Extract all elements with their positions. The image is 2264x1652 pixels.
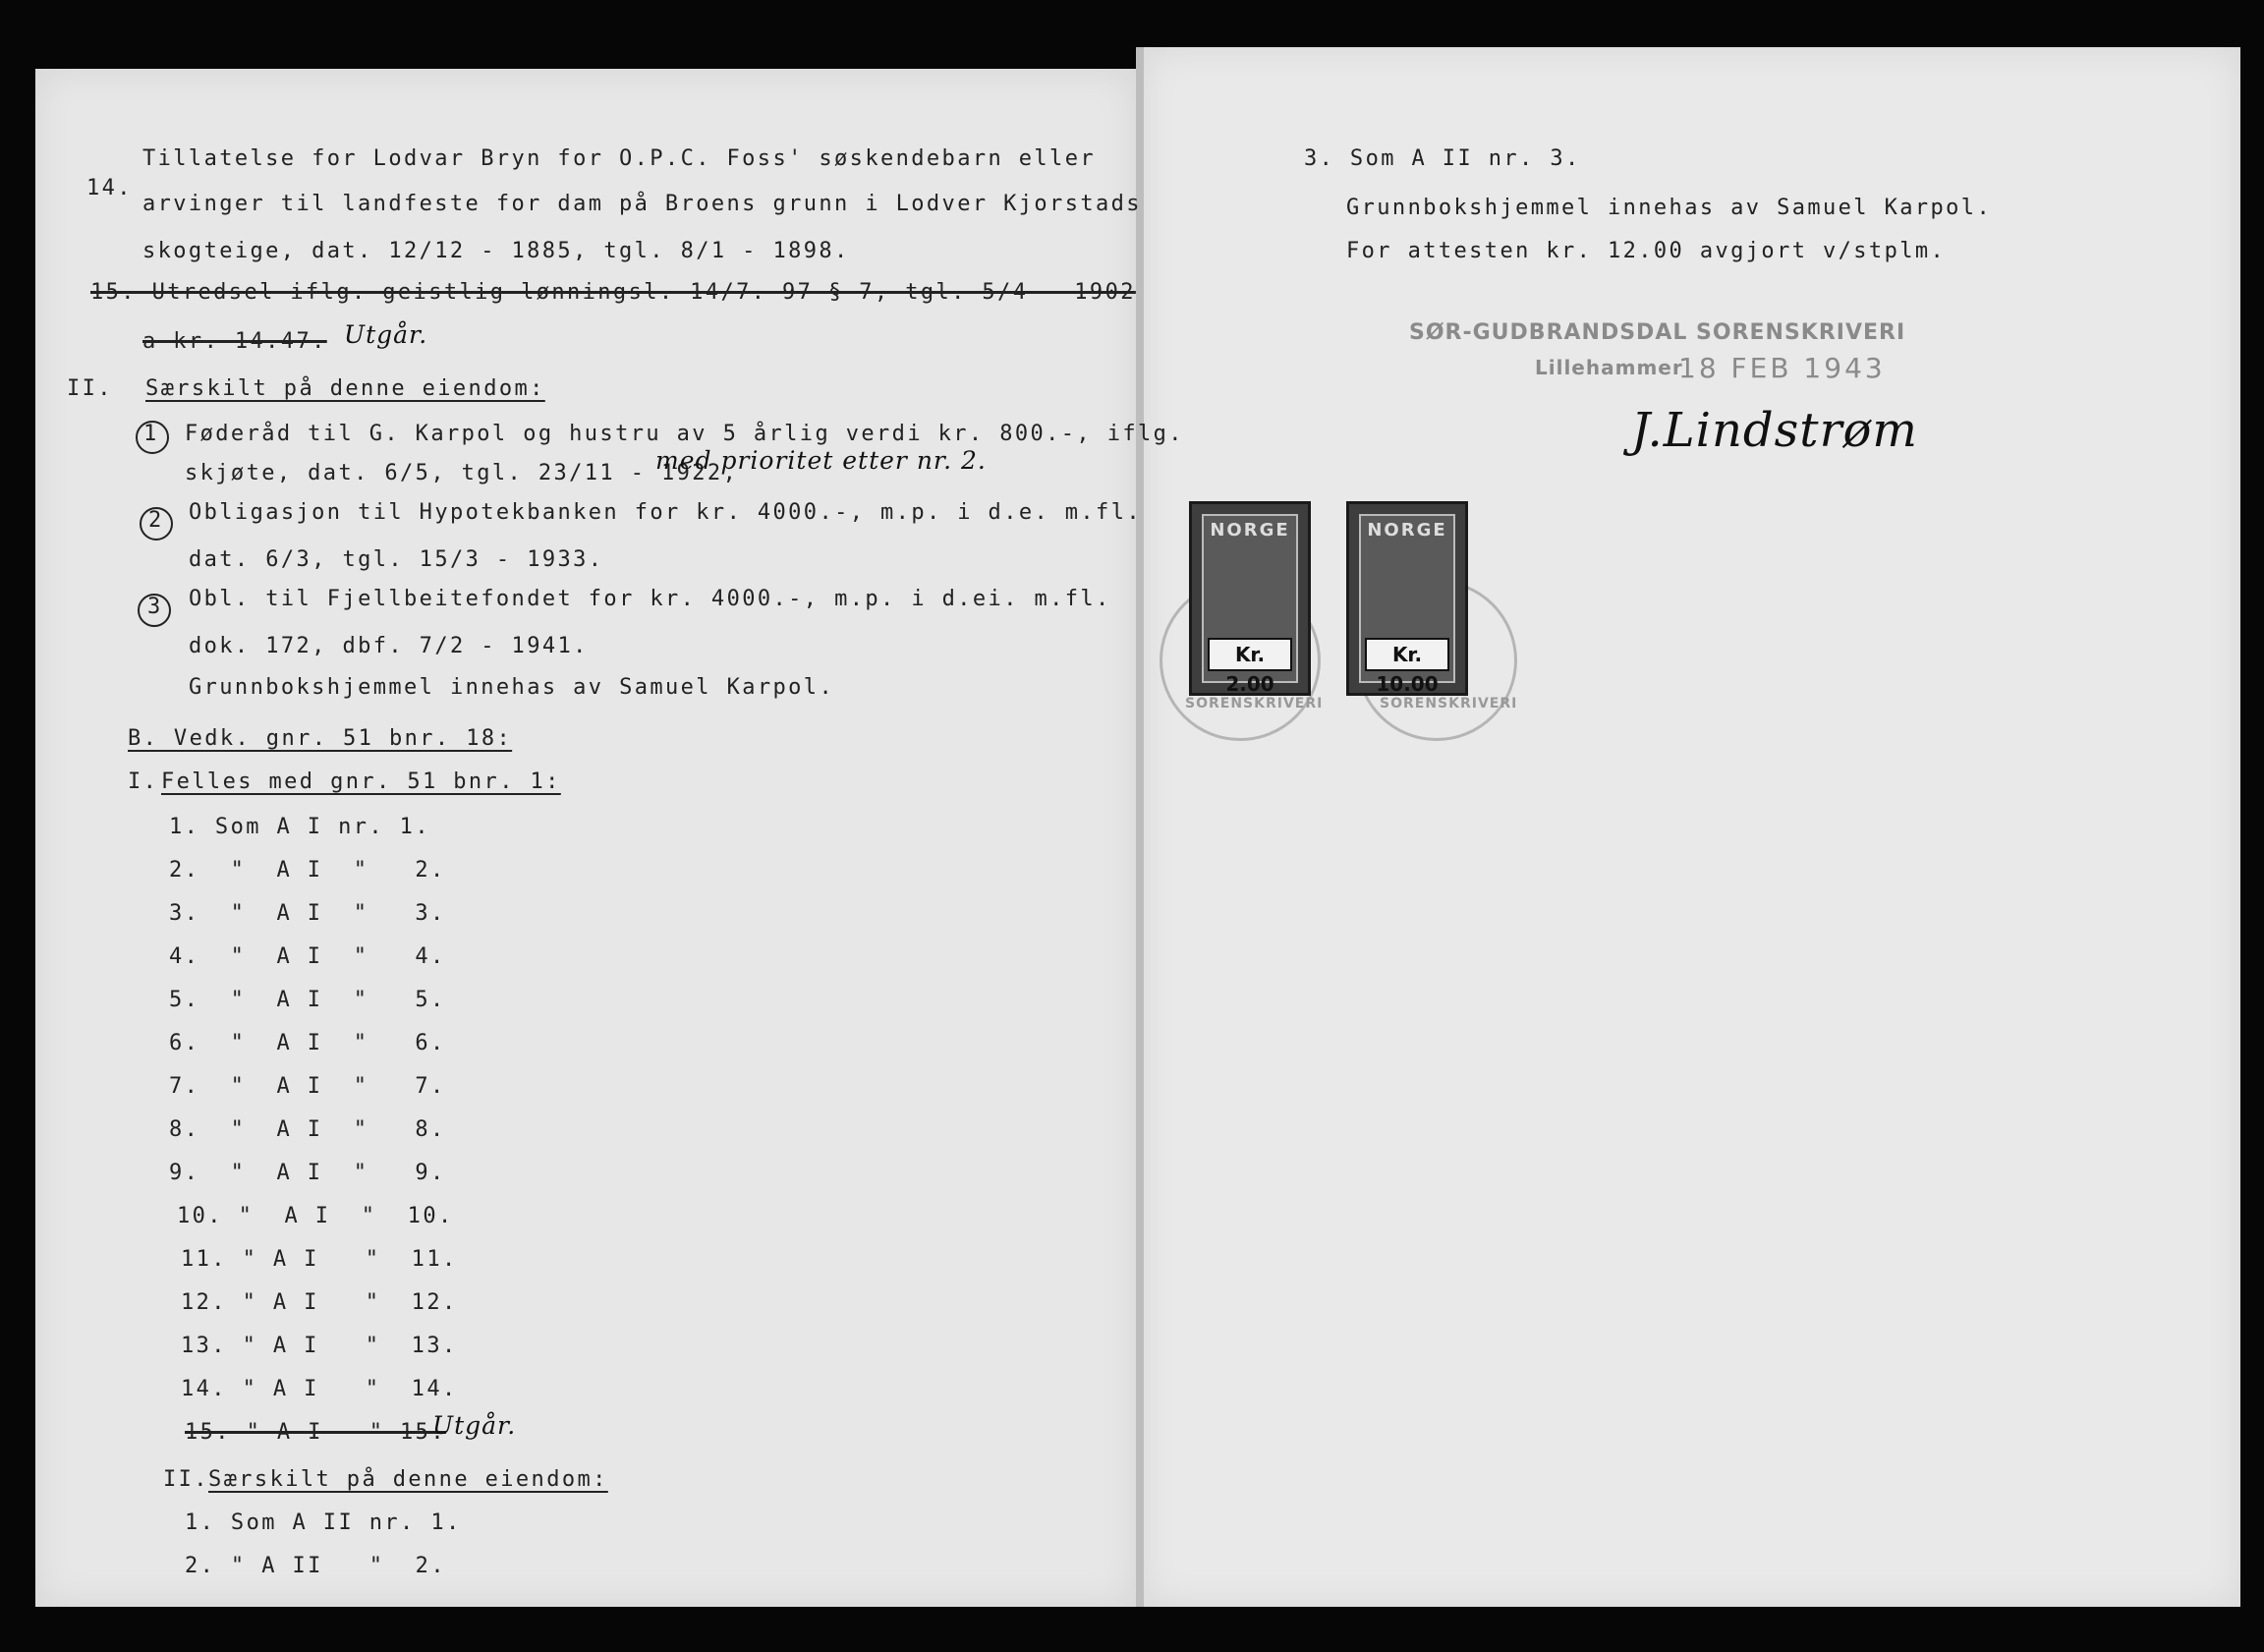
section-i-prefix: I. (128, 769, 159, 794)
entry-15-struck: 15. Utredsel iflg. geistlig lønningsl. 14/7. 97 § 7, tgl. 5/4 - 1902 (90, 280, 1136, 305)
revenue-stamp-10kr (1346, 501, 1468, 696)
item-3-line-1: Obl. til Fjellbeitefondet for kr. 4000.-, m.p. i d.ei. m.fl. (189, 587, 1111, 611)
list-row-1: 1. Som A I nr. 1. (169, 815, 430, 839)
entry-14-line-2: arvinger til landfeste for dam på Broens grunn i Lodver Kjorstads (142, 192, 1142, 216)
list-row-14: 14. " A I " 14. (181, 1377, 458, 1401)
section-ii2-prefix: II. (163, 1467, 209, 1492)
list-row-4: 4. " A I " 4. (169, 944, 446, 969)
item-1-line-1: Føderåd til G. Karpol og hustru av 5 årlig verdi kr. 800.-, iflg. (185, 422, 1184, 446)
stamp-1-value: Kr. 2.00 (1208, 638, 1292, 671)
ii2-row-2: 2. " A II " 2. (185, 1554, 446, 1578)
stamp-2-country: NORGE (1367, 520, 1447, 541)
postmark-2-text: SORENSKRIVERI (1380, 696, 1518, 712)
item-3-line-2: dok. 172, dbf. 7/2 - 1941. (189, 634, 589, 658)
entry-14-line-3: skogteige, dat. 12/12 - 1885, tgl. 8/1 - 1898. (142, 239, 850, 263)
right-page (1142, 47, 2240, 1607)
section-b-heading: B. Vedk. gnr. 51 bnr. 18: (128, 726, 513, 751)
office-stamp-name: SØR-GUDBRANDSDAL SORENSKRIVERI (1409, 320, 1906, 345)
list-row-13: 13. " A I " 13. (181, 1334, 458, 1358)
right-line-1: 3. Som A II nr. 3. (1304, 146, 1581, 171)
item-1-line-2: skjøte, dat. 6/5, tgl. 23/11 - 1922, (185, 461, 739, 485)
page-fold (1136, 47, 1144, 1607)
office-stamp-date: 18 FEB 1943 (1678, 352, 1886, 384)
handwritten-utgar-2: Utgår. (432, 1411, 517, 1440)
ii2-row-1: 1. Som A II nr. 1. (185, 1510, 462, 1535)
right-line-3: For attesten kr. 12.00 avgjort v/stplm. (1346, 239, 1947, 263)
list-row-5: 5. " A I " 5. (169, 988, 446, 1012)
list-row-3: 3. " A I " 3. (169, 901, 446, 926)
list-row-11: 11. " A I " 11. (181, 1247, 458, 1272)
section-ii-number: II. (67, 376, 113, 401)
item-2-number: 2 (148, 508, 162, 533)
office-stamp-place: Lillehammer (1535, 356, 1683, 379)
revenue-stamp-2kr (1189, 501, 1311, 696)
owner-line: Grunnbokshjemmel innehas av Samuel Karpol. (189, 675, 835, 700)
section-i-heading: Felles med gnr. 51 bnr. 1: (161, 769, 561, 794)
signature: J.Lindstrøm (1631, 403, 1918, 458)
entry-14-line-1: Tillatelse for Lodvar Bryn for O.P.C. Foss' søskendebarn eller (142, 146, 1096, 171)
list-row-8: 8. " A I " 8. (169, 1117, 446, 1142)
postmark-1-text: SORENSKRIVERI (1185, 696, 1324, 712)
section-ii-heading: Særskilt på denne eiendom: (145, 376, 545, 401)
item-3-number: 3 (147, 595, 161, 619)
item-1-number: 1 (143, 422, 157, 446)
stamp-1-country: NORGE (1210, 520, 1290, 541)
stamp-2-value: Kr. 10.00 (1365, 638, 1449, 671)
section-ii2-heading: Særskilt på denne eiendom: (208, 1467, 608, 1492)
list-row-9: 9. " A I " 9. (169, 1161, 446, 1185)
list-row-6: 6. " A I " 6. (169, 1031, 446, 1055)
entry-14-number: 14. (86, 176, 133, 200)
list-row-10: 10. " A I " 10. (177, 1204, 454, 1228)
item-2-line-2: dat. 6/3, tgl. 15/3 - 1933. (189, 547, 604, 572)
right-line-2: Grunnbokshjemmel innehas av Samuel Karpol. (1346, 196, 1993, 220)
handwritten-utgar-1: Utgår. (344, 320, 428, 349)
entry-15-amount-struck: a kr. 14.47. (142, 329, 327, 354)
list-row-7: 7. " A I " 7. (169, 1074, 446, 1099)
list-row-2: 2. " A I " 2. (169, 858, 446, 883)
item-2-line-1: Obligasjon til Hypotekbanken for kr. 4000.-, m.p. i d.e. m.fl. (189, 500, 1142, 525)
list-row-12: 12. " A I " 12. (181, 1290, 458, 1315)
list-row-15-struck: 15. " A I " 15. (185, 1420, 446, 1445)
handwritten-priority-note: med prioritet etter nr. 2. (655, 446, 987, 475)
